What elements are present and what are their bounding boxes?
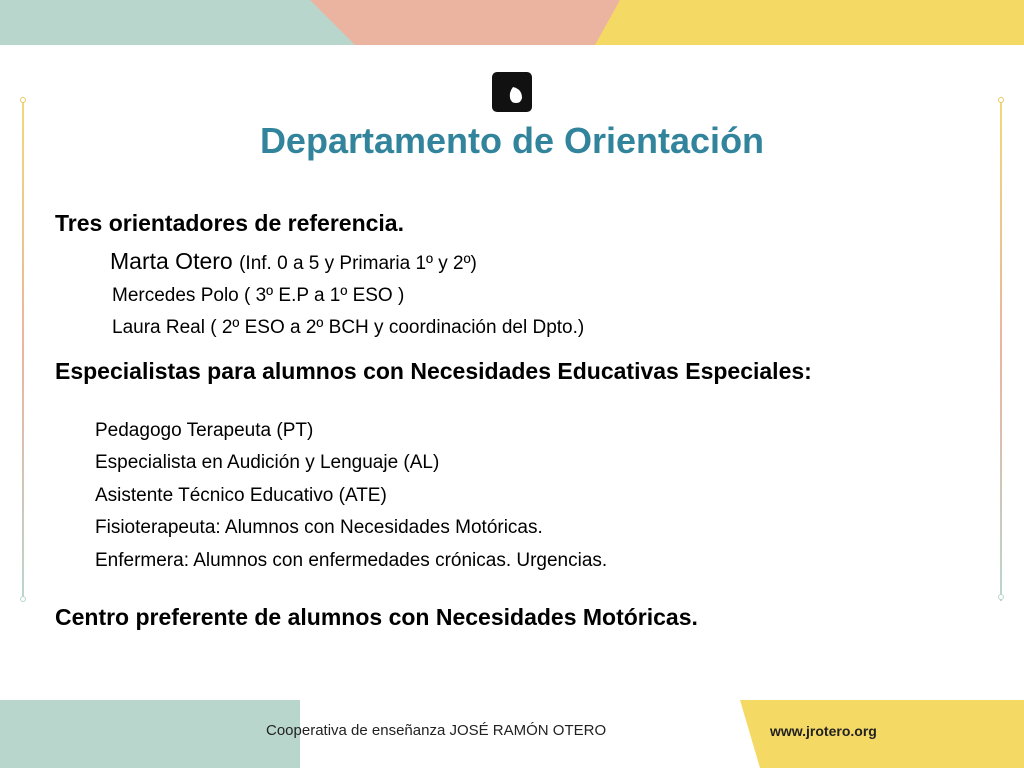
centro-heading: Centro preferente de alumnos con Necesidades Motóricas. xyxy=(55,604,698,630)
connector-dot xyxy=(998,97,1004,103)
footer-url[interactable]: www.jrotero.org xyxy=(770,723,877,739)
top-band-salmon xyxy=(310,0,620,45)
connector-dot xyxy=(998,594,1004,600)
orientadores-heading: Tres orientadores de referencia. xyxy=(55,210,404,236)
especialistas-heading: Especialistas para alumnos con Necesidades Educativas Especiales: xyxy=(55,358,812,384)
top-band-teal xyxy=(0,0,360,45)
right-connector-line xyxy=(1000,101,1002,601)
list-item: Asistente Técnico Educativo (ATE) xyxy=(95,485,387,506)
orientador-name: Marta Otero xyxy=(110,248,233,274)
list-item xyxy=(110,248,477,275)
connector-dot xyxy=(20,97,26,103)
list-item: Mercedes Polo ( 3º E.P a 1º ESO ) xyxy=(112,285,405,306)
logo-icon xyxy=(492,72,532,112)
footer-organization: Cooperativa de enseñanza JOSÉ RAMÓN OTERO xyxy=(266,722,607,739)
list-item: Fisioterapeuta: Alumnos con Necesidades Motóricas. xyxy=(95,517,543,538)
top-band-yellow xyxy=(595,0,1024,45)
list-item: Laura Real ( 2º ESO a 2º BCH y coordinación del Dpto.) xyxy=(112,317,585,338)
left-connector-line xyxy=(22,101,24,601)
connector-dot xyxy=(20,596,26,602)
list-item: Pedagogo Terapeuta (PT) xyxy=(95,420,314,441)
list-item: Enfermera: Alumnos con enfermedades crónicas. Urgencias. xyxy=(95,550,608,571)
page-title: Departamento de Orientación xyxy=(259,120,765,161)
list-item: Especialista en Audición y Lenguaje (AL) xyxy=(95,452,440,473)
orientador-detail: (Inf. 0 a 5 y Primaria 1º y 2º) xyxy=(239,253,477,274)
